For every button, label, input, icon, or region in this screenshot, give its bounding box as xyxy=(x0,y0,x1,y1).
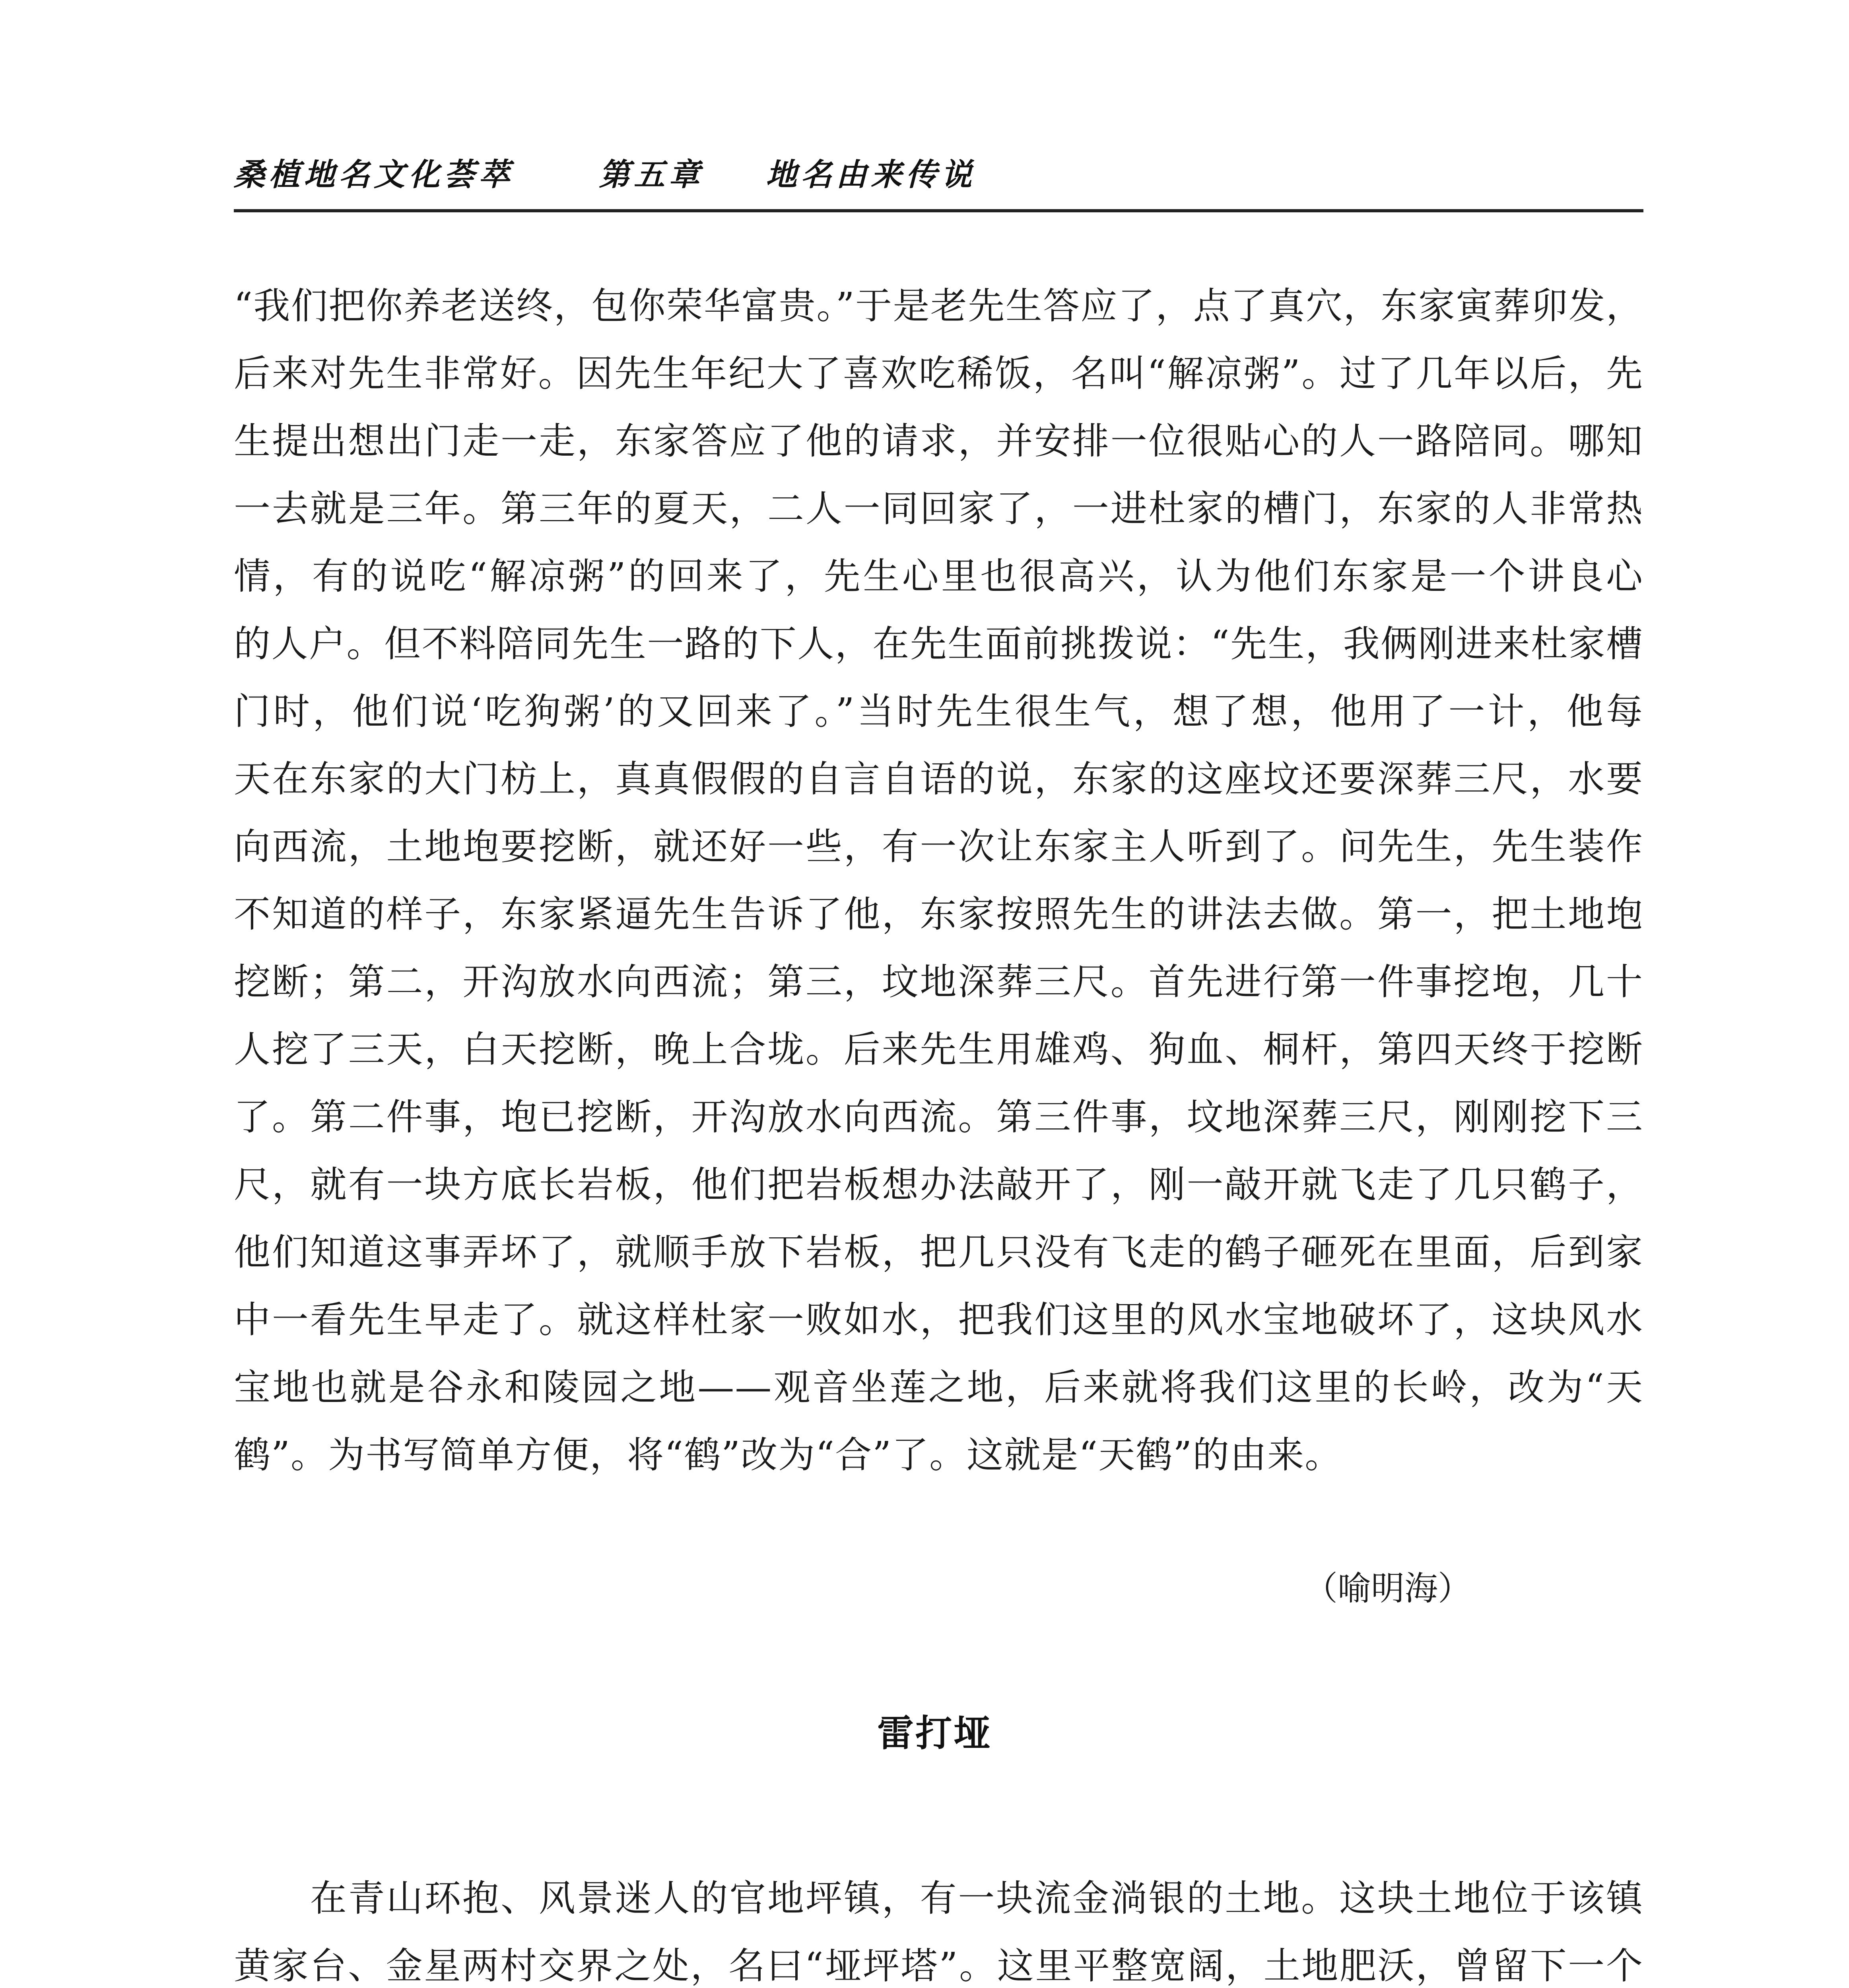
paragraph-line: 天在东家的大门枋上，真真假假的自言自语的说，东家的这座坟还要深葬三尺，水要 xyxy=(234,758,1643,800)
paragraph-line: 人挖了三天，白天挖断，晚上合垅。后来先生用雄鸡、狗血、桐杆，第四天终于挖断 xyxy=(234,1028,1643,1071)
running-header xyxy=(234,153,1645,209)
story-leidaya-text xyxy=(234,1865,1643,1988)
paragraph-line: 不知道的样子，东家紧逼先生告诉了他，东家按照先生的讲法去做。第一，把土地垉 xyxy=(234,893,1643,936)
paragraph-line: 挖断；第二，开沟放水向西流；第三，坟地深葬三尺。首先进行第一件事挖垉，几十 xyxy=(234,961,1643,1003)
paragraph-line: 情，有的说吃“解凉粥”的回来了，先生心里也很高兴，认为他们东家是一个讲良心 xyxy=(234,555,1643,598)
paragraph-line: 黄家台、金星两村交界之处，名曰“垭坪塔”。这里平整宽阔，土地肥沃，曾留下一个 xyxy=(234,1945,1643,1987)
paragraph-line: 向西流，土地垉要挖断，就还好一些，有一次让东家主人听到了。问先生，先生装作 xyxy=(234,825,1643,868)
paragraph-line: 门时，他们说‘吃狗粥’的又回来了。”当时先生很生气，想了想，他用了一计，他每 xyxy=(234,690,1643,733)
header-rule xyxy=(234,209,1643,212)
section-title: 雷打垭 xyxy=(877,1712,992,1755)
paragraph-line: 后来对先生非常好。因先生年纪大了喜欢吃稀饭，名叫“解凉粥”。过了几年以后，先 xyxy=(234,352,1643,395)
paragraph-line: 的人户。但不料陪同先生一路的下人，在先生面前挑拨说：“先生，我俩刚进来杜家槽 xyxy=(234,623,1643,665)
paragraph-line: 中一看先生早走了。就这样杜家一败如水，把我们这里的风水宝地破坏了，这块风水 xyxy=(234,1299,1643,1341)
header-chapter-title: 地名由来传说 xyxy=(766,157,976,193)
paragraph-line: “我们把你养老送终，包你荣华富贵。”于是老先生答应了，点了真穴，东家寅葬卯发， xyxy=(234,285,1643,327)
author-attribution: （喻明海） xyxy=(1304,1569,1472,1608)
paragraph-line: 鹤”。为书写简单方便，将“鹤”改为“合”了。这就是“天鹤”的由来。 xyxy=(234,1434,1342,1476)
paragraph-line: 生提出想出门走一走，东家答应了他的请求，并安排一位很贴心的人一路陪同。哪知 xyxy=(234,420,1643,462)
paragraph-line: 在青山环抱、风景迷人的官地坪镇，有一块流金淌银的土地。这块土地位于该镇 xyxy=(234,1877,1643,1920)
header-chapter: 第五章 xyxy=(599,157,704,193)
header-book-title: 桑植地名文化荟萃 xyxy=(234,157,514,193)
paragraph-line: 一去就是三年。第三年的夏天，二人一同回家了，一进杜家的槽门，东家的人非常热 xyxy=(234,487,1643,530)
paragraph-line: 宝地也就是谷永和陵园之地——观音坐莲之地，后来就将我们这里的长岭，改为“天 xyxy=(234,1366,1643,1409)
paragraph-line: 他们知道这事弄坏了，就顺手放下岩板，把几只没有飞走的鹤子砸死在里面，后到家 xyxy=(234,1231,1643,1274)
paragraph-line: 了。第二件事，垉已挖断，开沟放水向西流。第三件事，坟地深葬三尺，刚刚挖下三 xyxy=(234,1096,1643,1138)
story-tianhe-text xyxy=(234,272,1643,1489)
paragraph-line: 尺，就有一块方底长岩板，他们把岩板想办法敲开了，刚一敲开就飞走了几只鹤子， xyxy=(234,1163,1643,1206)
